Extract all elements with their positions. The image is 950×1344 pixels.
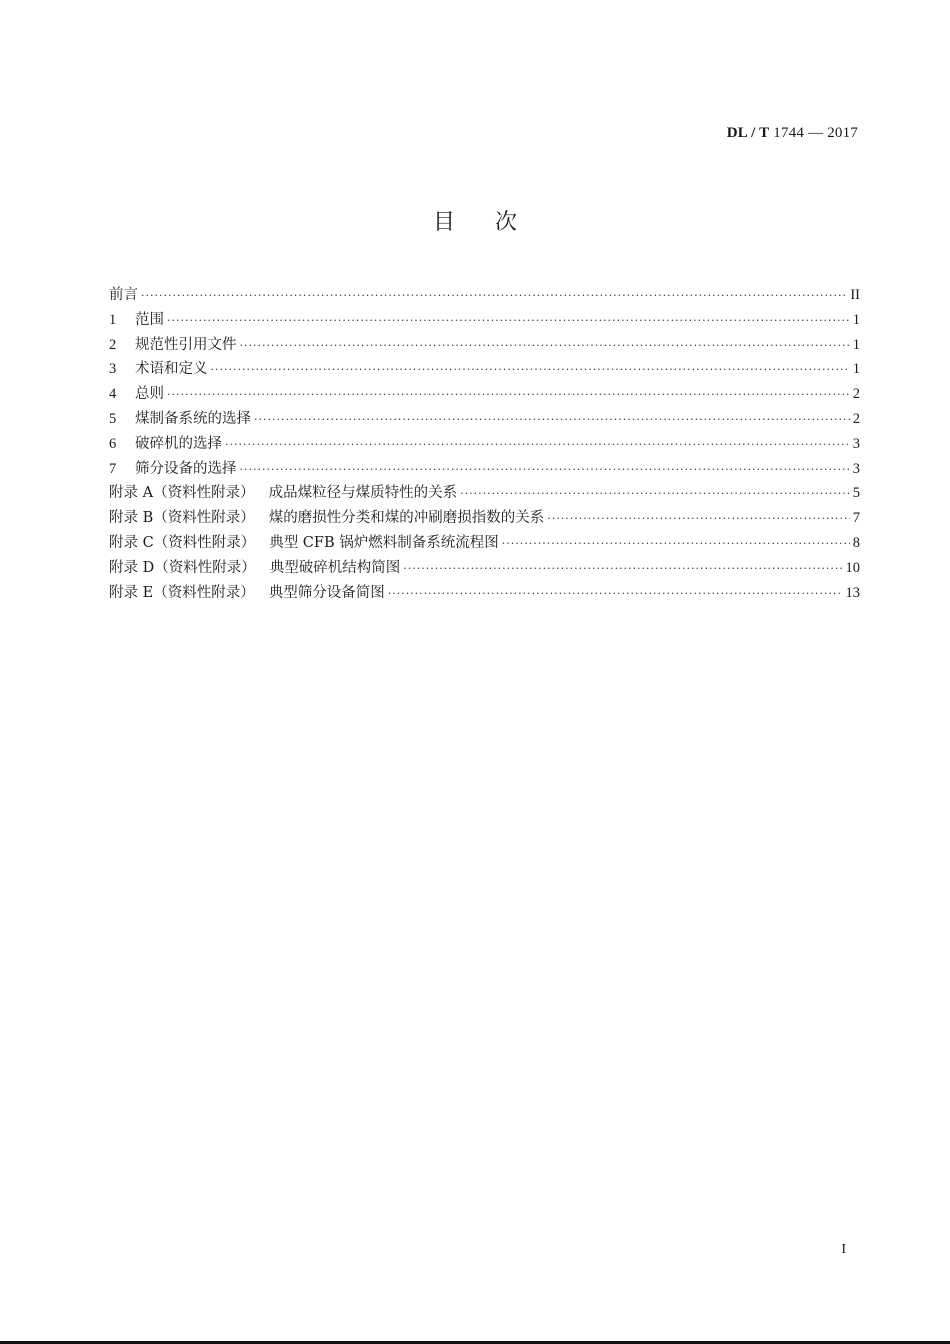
toc-entry-label: 总则 <box>135 386 164 403</box>
toc-page-number: 3 <box>852 435 860 452</box>
toc-leader <box>225 433 850 458</box>
toc-appendix-prefix: 附录 B（资料性附录） <box>109 510 255 527</box>
toc-entry-label: 前言 <box>109 287 138 303</box>
toc-entry-label: 典型筛分设备简图 <box>268 584 385 601</box>
toc-entry-label: 术语和定义 <box>135 361 208 378</box>
standard-code <box>727 125 858 142</box>
toc-page-number: 10 <box>845 559 860 576</box>
toc-entry-number: 2 <box>109 336 117 353</box>
toc-entry-label: 范围 <box>135 311 164 328</box>
toc-entry-appendix-b[interactable] <box>109 506 860 531</box>
toc-page-number: 7 <box>852 510 860 527</box>
toc-page-number: 8 <box>852 534 860 551</box>
toc-leader <box>547 507 849 532</box>
toc-entry-number: 7 <box>109 460 117 477</box>
toc-title: 目次 <box>432 210 557 235</box>
toc-page-number: 5 <box>852 485 860 502</box>
toc-page-number: 1 <box>852 361 860 378</box>
toc-entry-appendix-d[interactable] <box>109 556 860 581</box>
toc-entry-4[interactable] <box>109 382 860 407</box>
toc-entry-label: 成品煤粒径与煤质特性的关系 <box>268 485 458 502</box>
toc-entry-3[interactable] <box>109 357 860 382</box>
toc-leader <box>240 458 850 483</box>
toc-entry-label: 煤制备系统的选择 <box>135 410 251 427</box>
toc-appendix-prefix: 附录 A（资料性附录） <box>109 485 255 502</box>
toc-leader <box>502 532 850 557</box>
toc-entry-2[interactable] <box>109 333 860 358</box>
toc-entry-label: 煤的磨损性分类和煤的冲刷磨损指数的关系 <box>268 510 545 527</box>
toc-entry-label: 破碎机的选择 <box>135 435 222 452</box>
toc-leader <box>167 383 850 408</box>
toc-page-number: II <box>850 287 860 303</box>
toc-entry-number: 5 <box>109 410 117 427</box>
toc-page-number: 3 <box>852 460 860 477</box>
toc-entry-appendix-e[interactable] <box>109 581 860 606</box>
toc-page-number: 1 <box>852 336 860 353</box>
toc-entry-label: 筛分设备的选择 <box>135 460 237 477</box>
toc-page-number: 13 <box>845 584 860 601</box>
toc-leader <box>254 408 850 433</box>
toc-appendix-prefix: 附录 E（资料性附录） <box>109 584 255 601</box>
table-of-contents <box>109 283 860 605</box>
toc-entry-7[interactable] <box>109 457 860 482</box>
page-number: I <box>841 1242 846 1257</box>
toc-leader <box>388 582 843 607</box>
toc-appendix-prefix: 附录 C（资料性附录） <box>109 534 256 551</box>
toc-page-number: 1 <box>852 311 860 328</box>
toc-entry-number: 4 <box>109 386 117 403</box>
toc-entry-appendix-a[interactable] <box>109 481 860 506</box>
toc-leader <box>141 284 847 309</box>
toc-entry-number: 1 <box>109 311 117 328</box>
toc-entry-1[interactable] <box>109 308 860 333</box>
toc-entry-label: 典型 CFB 锅炉燃料制备系统流程图 <box>269 534 499 551</box>
toc-entry-appendix-c[interactable] <box>109 531 860 556</box>
toc-leader <box>211 358 850 383</box>
toc-entry-5[interactable] <box>109 407 860 432</box>
toc-entry-foreword[interactable] <box>109 283 860 308</box>
toc-entry-label: 典型破碎机结构简图 <box>269 559 401 576</box>
toc-entry-label: 规范性引用文件 <box>135 336 237 353</box>
toc-page-number: 2 <box>852 410 860 427</box>
toc-entry-number: 6 <box>109 435 117 452</box>
toc-leader <box>460 482 850 507</box>
toc-leader <box>167 309 850 334</box>
toc-leader <box>240 334 850 359</box>
toc-entry-number: 3 <box>109 361 117 378</box>
toc-page-number: 2 <box>852 386 860 403</box>
standard-prefix: DL / T <box>726 125 770 141</box>
toc-entry-6[interactable] <box>109 432 860 457</box>
toc-leader <box>403 557 842 582</box>
standard-number: 1744 — 2017 <box>773 125 858 141</box>
toc-appendix-prefix: 附录 D（资料性附录） <box>109 559 256 576</box>
